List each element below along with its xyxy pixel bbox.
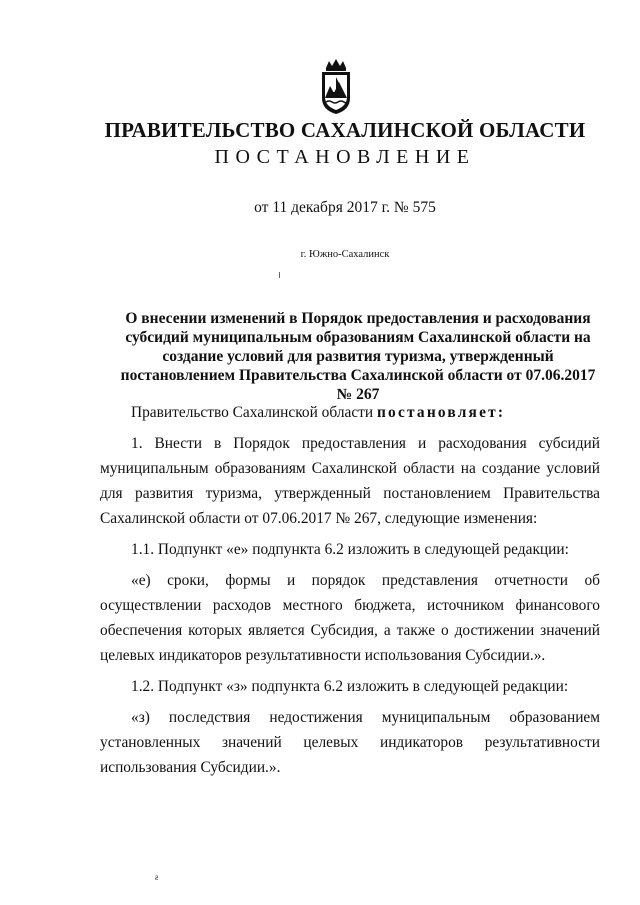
intro-prefix: Правительство Сахалинской области <box>131 404 377 421</box>
document-body <box>100 400 600 780</box>
sakhalin-coat-of-arms-icon <box>317 58 355 116</box>
document-subject: О внесении изменений в Порядок предоставления и расходования субсидий муниципальным образованиям Сахалинской области на создание условий для развития туризма, утвержденный постановлением Правительства Сахалинской области от 07.06.2017 № 267 <box>120 310 596 403</box>
document-type: ПОСТАНОВЛЕНИЕ <box>214 146 476 168</box>
paragraph-1-1-text: «е) сроки, формы и порядок представления отчетности об осуществлении расходов местного бюджета, источником финансового обеспечения которых является Субсидия, а также о достижении значений целевых индикаторов результативности использования Субсидии.». <box>100 572 600 664</box>
government-title: ПРАВИТЕЛЬСТВО САХАЛИНСКОЙ ОБЛАСТИ <box>104 118 586 142</box>
intro-paragraph <box>100 400 600 425</box>
paragraph-1: 1. Внести в Порядок предоставления и расходования субсидий муниципальным образованиям Сахалинской области на создание условий для развития туризма, утвержденный постановлением Правительства Сахалинской области от 07.06.2017 № 267, следующие изменения: <box>100 435 600 527</box>
paragraph-1-2-text: «з) последствия недостижения муниципальным образованием установленных значений целевых индикаторов результативности использования Субсидии.». <box>100 709 600 776</box>
scan-mark <box>279 272 280 278</box>
paragraph-1-1: 1.1. Подпункт «е» подпункта 6.2 изложить в следующей редакции: <box>131 541 569 558</box>
page-speck: ƨ <box>155 872 159 882</box>
document-city: г. Южно-Сахалинск <box>300 249 390 260</box>
intro-keyword: постановляет: <box>376 404 506 421</box>
paragraph-1-2: 1.2. Подпункт «з» подпункта 6.2 изложить в следующей редакции: <box>131 678 569 695</box>
document-date-number: от 11 декабря 2017 г. № 575 <box>254 199 436 216</box>
